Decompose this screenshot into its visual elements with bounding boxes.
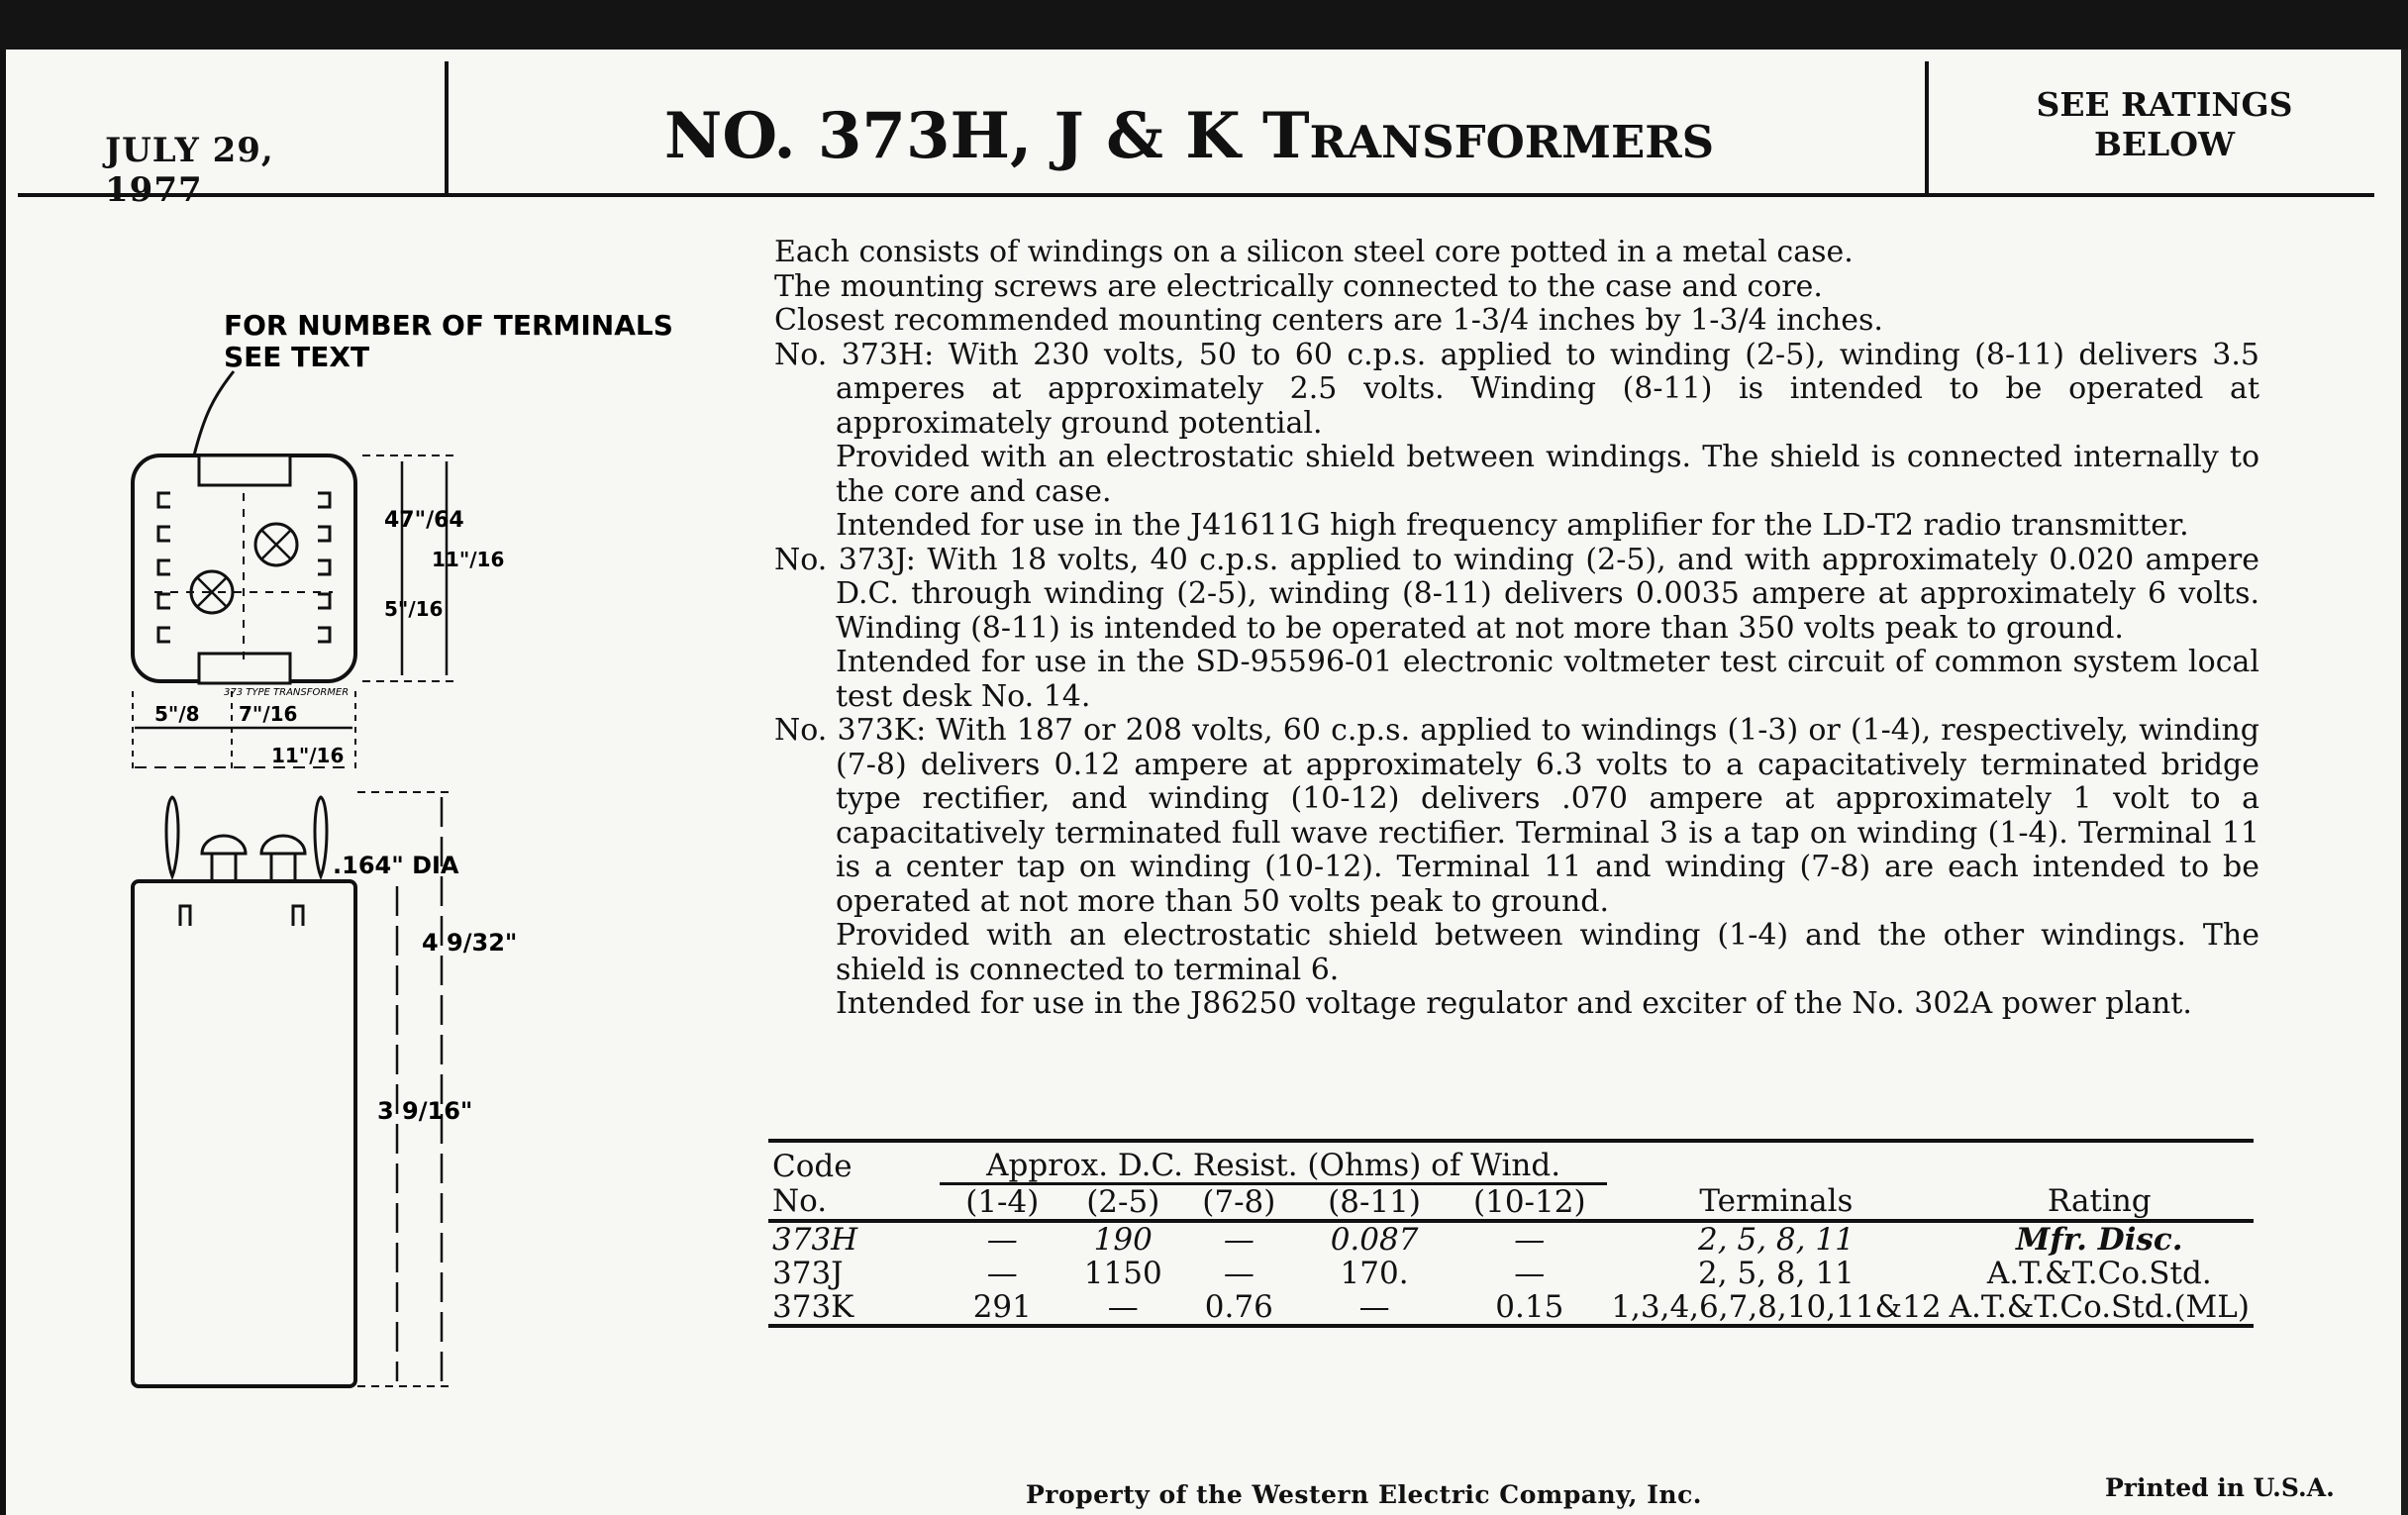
cell-w1012: —: [1514, 1222, 1546, 1258]
cell-w78: —: [1223, 1256, 1254, 1291]
paragraph-373k-shield: Provided with an electrostatic shield between winding (1-4) and the other windings. The shield is connected to terminal 6.: [836, 918, 2259, 987]
dim-stud: .164" DIA: [333, 852, 459, 879]
header-winding-8-11: (8-11): [1328, 1184, 1421, 1220]
header-terminals: Terminals: [1699, 1183, 1854, 1220]
cell-terminals: 2, 5, 8, 11: [1698, 1256, 1855, 1291]
transformer-drawing: [95, 267, 768, 1406]
paragraph-373k-use: Intended for use in the J86250 voltage regulator and exciter of the No. 302A power plant.: [836, 986, 2192, 1021]
table-row: [768, 1290, 2254, 1326]
header-rating: Rating: [2047, 1183, 2152, 1220]
header-winding-10-12: (10-12): [1473, 1184, 1586, 1220]
cell-w25: —: [1107, 1289, 1139, 1325]
top-view-case: [133, 455, 355, 681]
stud-cross-right: [261, 530, 291, 559]
outline-drawing-svg: [95, 267, 768, 1406]
header-winding-2-5: (2-5): [1086, 1184, 1160, 1220]
cell-rating: A.T.&T.Co.Std.: [1986, 1256, 2212, 1291]
intro-line-2: The mounting screws are electrically connected to the case and core.: [774, 268, 1823, 304]
paragraph-373j: No. 373J: With 18 volts, 40 c.p.s. applied to winding (2-5), and with approximately 0.020 ampere D.C. through winding (2-5), winding (8-11) delivers 0.0035 ampere at approximately 6 volts. Winding (8-11) is intended to be operated at not more than 350 volts peak to ground.: [774, 542, 2259, 646]
dim-left-width: 5"/8: [154, 702, 200, 726]
cell-w811: 170.: [1340, 1256, 1409, 1291]
header-no: No.: [772, 1183, 828, 1220]
cell-w1012: 0.15: [1495, 1289, 1564, 1325]
right-terminals: [318, 493, 330, 642]
header-winding-7-8: (7-8): [1202, 1184, 1276, 1220]
ratings-note-line2: BELOW: [2093, 125, 2236, 163]
dim-side: 5"/16: [384, 597, 444, 621]
dim-total-height: 4 9/32": [422, 929, 518, 957]
cell-w1012: —: [1514, 1256, 1546, 1291]
header-divider-right: [1925, 61, 1929, 193]
paragraph-373k: No. 373K: With 187 or 208 volts, 60 c.p.s. applied to windings (1-3) or (1-4), respectively, winding (7-8) delivers 0.12 ampere at approximately 6.3 volts to a capacitatively terminated bridge type rectifier, and winding (10-12) delivers .070 ampere at approximately 1 volt to a capacitatively terminated full wave rectifier. Terminal 3 is a tap on winding (1-4). Terminal 11 is a center tap on winding (10-12). Terminal 11 and winding (7-8) are each intended to be operated at not more than 50 volts peak to ground.: [774, 713, 2259, 919]
cell-w811: —: [1358, 1289, 1390, 1325]
cell-rating: A.T.&T.Co.Std.(ML): [1949, 1289, 2250, 1325]
table-row: [768, 1257, 2254, 1290]
cell-w25: 1150: [1083, 1256, 1162, 1291]
intro-line-1: Each consists of windings on a silicon steel core potted in a metal case.: [774, 235, 1854, 269]
footer-printed: Printed in U.S.A.: [2105, 1473, 2335, 1502]
row-code: 373H: [772, 1222, 858, 1258]
cell-w25: 190: [1093, 1222, 1153, 1258]
side-lug-right: [315, 797, 327, 876]
ratings-table: [768, 1149, 2254, 1328]
side-view-case: [133, 881, 355, 1386]
paragraph-373h: No. 373H: With 230 volts, 50 to 60 c.p.s. applied to winding (2-5), winding (8-11) delivers 3.5 amperes at approximately 2.5 volts. Winding (8-11) is intended to be operated at approximately ground potential.: [774, 337, 2259, 441]
intro-line-3: Closest recommended mounting centers are 1-3/4 inches by 1-3/4 inches.: [774, 303, 1883, 338]
cell-w14: —: [986, 1222, 1018, 1258]
dim-center: 7"/16: [239, 702, 298, 726]
callout-leader: [194, 371, 234, 455]
header-code: Code: [772, 1148, 853, 1184]
dim-terminal-span: 11"/16: [432, 548, 505, 571]
description-text: [774, 236, 2259, 1022]
footer-property: Property of the Western Electric Company, Inc.: [1026, 1480, 1703, 1509]
ratings-note-line1: SEE RATINGS: [2036, 85, 2293, 124]
page-title: [461, 99, 1917, 173]
side-lug-left: [166, 797, 178, 876]
side-dim-extensions: [357, 792, 452, 1386]
cell-terminals: 2, 5, 8, 11: [1698, 1222, 1855, 1258]
header-winding-1-4: (1-4): [965, 1184, 1040, 1220]
cell-w14: —: [986, 1256, 1018, 1291]
issue-date: JULY 29, 1977: [105, 131, 274, 210]
paragraph-373h-shield: Provided with an electrostatic shield between windings. The shield is connected internally to the core and case.: [836, 440, 2259, 509]
cell-w78: 0.76: [1204, 1289, 1273, 1325]
table-header-row-1: [768, 1149, 2254, 1184]
table-top-rule: [768, 1139, 2254, 1143]
side-studs: [202, 836, 305, 881]
row-code: 373J: [772, 1256, 844, 1291]
cell-w14: 291: [972, 1289, 1032, 1325]
row-code: 373K: [772, 1289, 854, 1325]
cell-w811: 0.087: [1330, 1222, 1419, 1258]
ratings-table-area: [768, 1139, 2254, 1328]
case-label: 373 TYPE TRANSFORMER: [224, 687, 350, 698]
spec-sheet: [0, 50, 2401, 1515]
left-terminals: [158, 493, 170, 642]
table-header-row-2: [768, 1184, 2254, 1222]
dim-case-height: 3 9/16": [377, 1097, 473, 1125]
paragraph-373h-use: Intended for use in the J41611G high frequency amplifier for the LD-T2 radio transmitter.: [836, 508, 2189, 543]
cell-rating: Mfr. Disc.: [2016, 1222, 2183, 1258]
cell-terminals: 1,3,4,6,7,8,10,11&12: [1611, 1289, 1942, 1325]
paragraph-373j-use: Intended for use in the SD-95596-01 electronic voltmeter test circuit of common system local test desk No. 14.: [836, 645, 2259, 714]
cell-w78: —: [1223, 1222, 1254, 1258]
ratings-note: [1947, 85, 2382, 164]
table-row: [768, 1221, 2254, 1257]
side-slots: [180, 906, 303, 926]
title-word: Transformers: [1262, 99, 1715, 173]
dim-top-height: 47"/64: [384, 508, 464, 533]
dim-base-width: 11"/16: [271, 744, 345, 767]
header-resistance-group: Approx. D.C. Resist. (Ohms) of Wind.: [940, 1149, 1607, 1184]
top-tab: [199, 455, 290, 485]
callout-line2: SEE TEXT: [224, 341, 370, 373]
title-prefix: NO. 373H, J & K: [663, 99, 1263, 173]
header-divider-left: [445, 61, 449, 193]
callout-line1: FOR NUMBER OF TERMINALS: [224, 309, 673, 342]
header-rule: [18, 193, 2374, 197]
scan-top-border: [0, 0, 2408, 50]
